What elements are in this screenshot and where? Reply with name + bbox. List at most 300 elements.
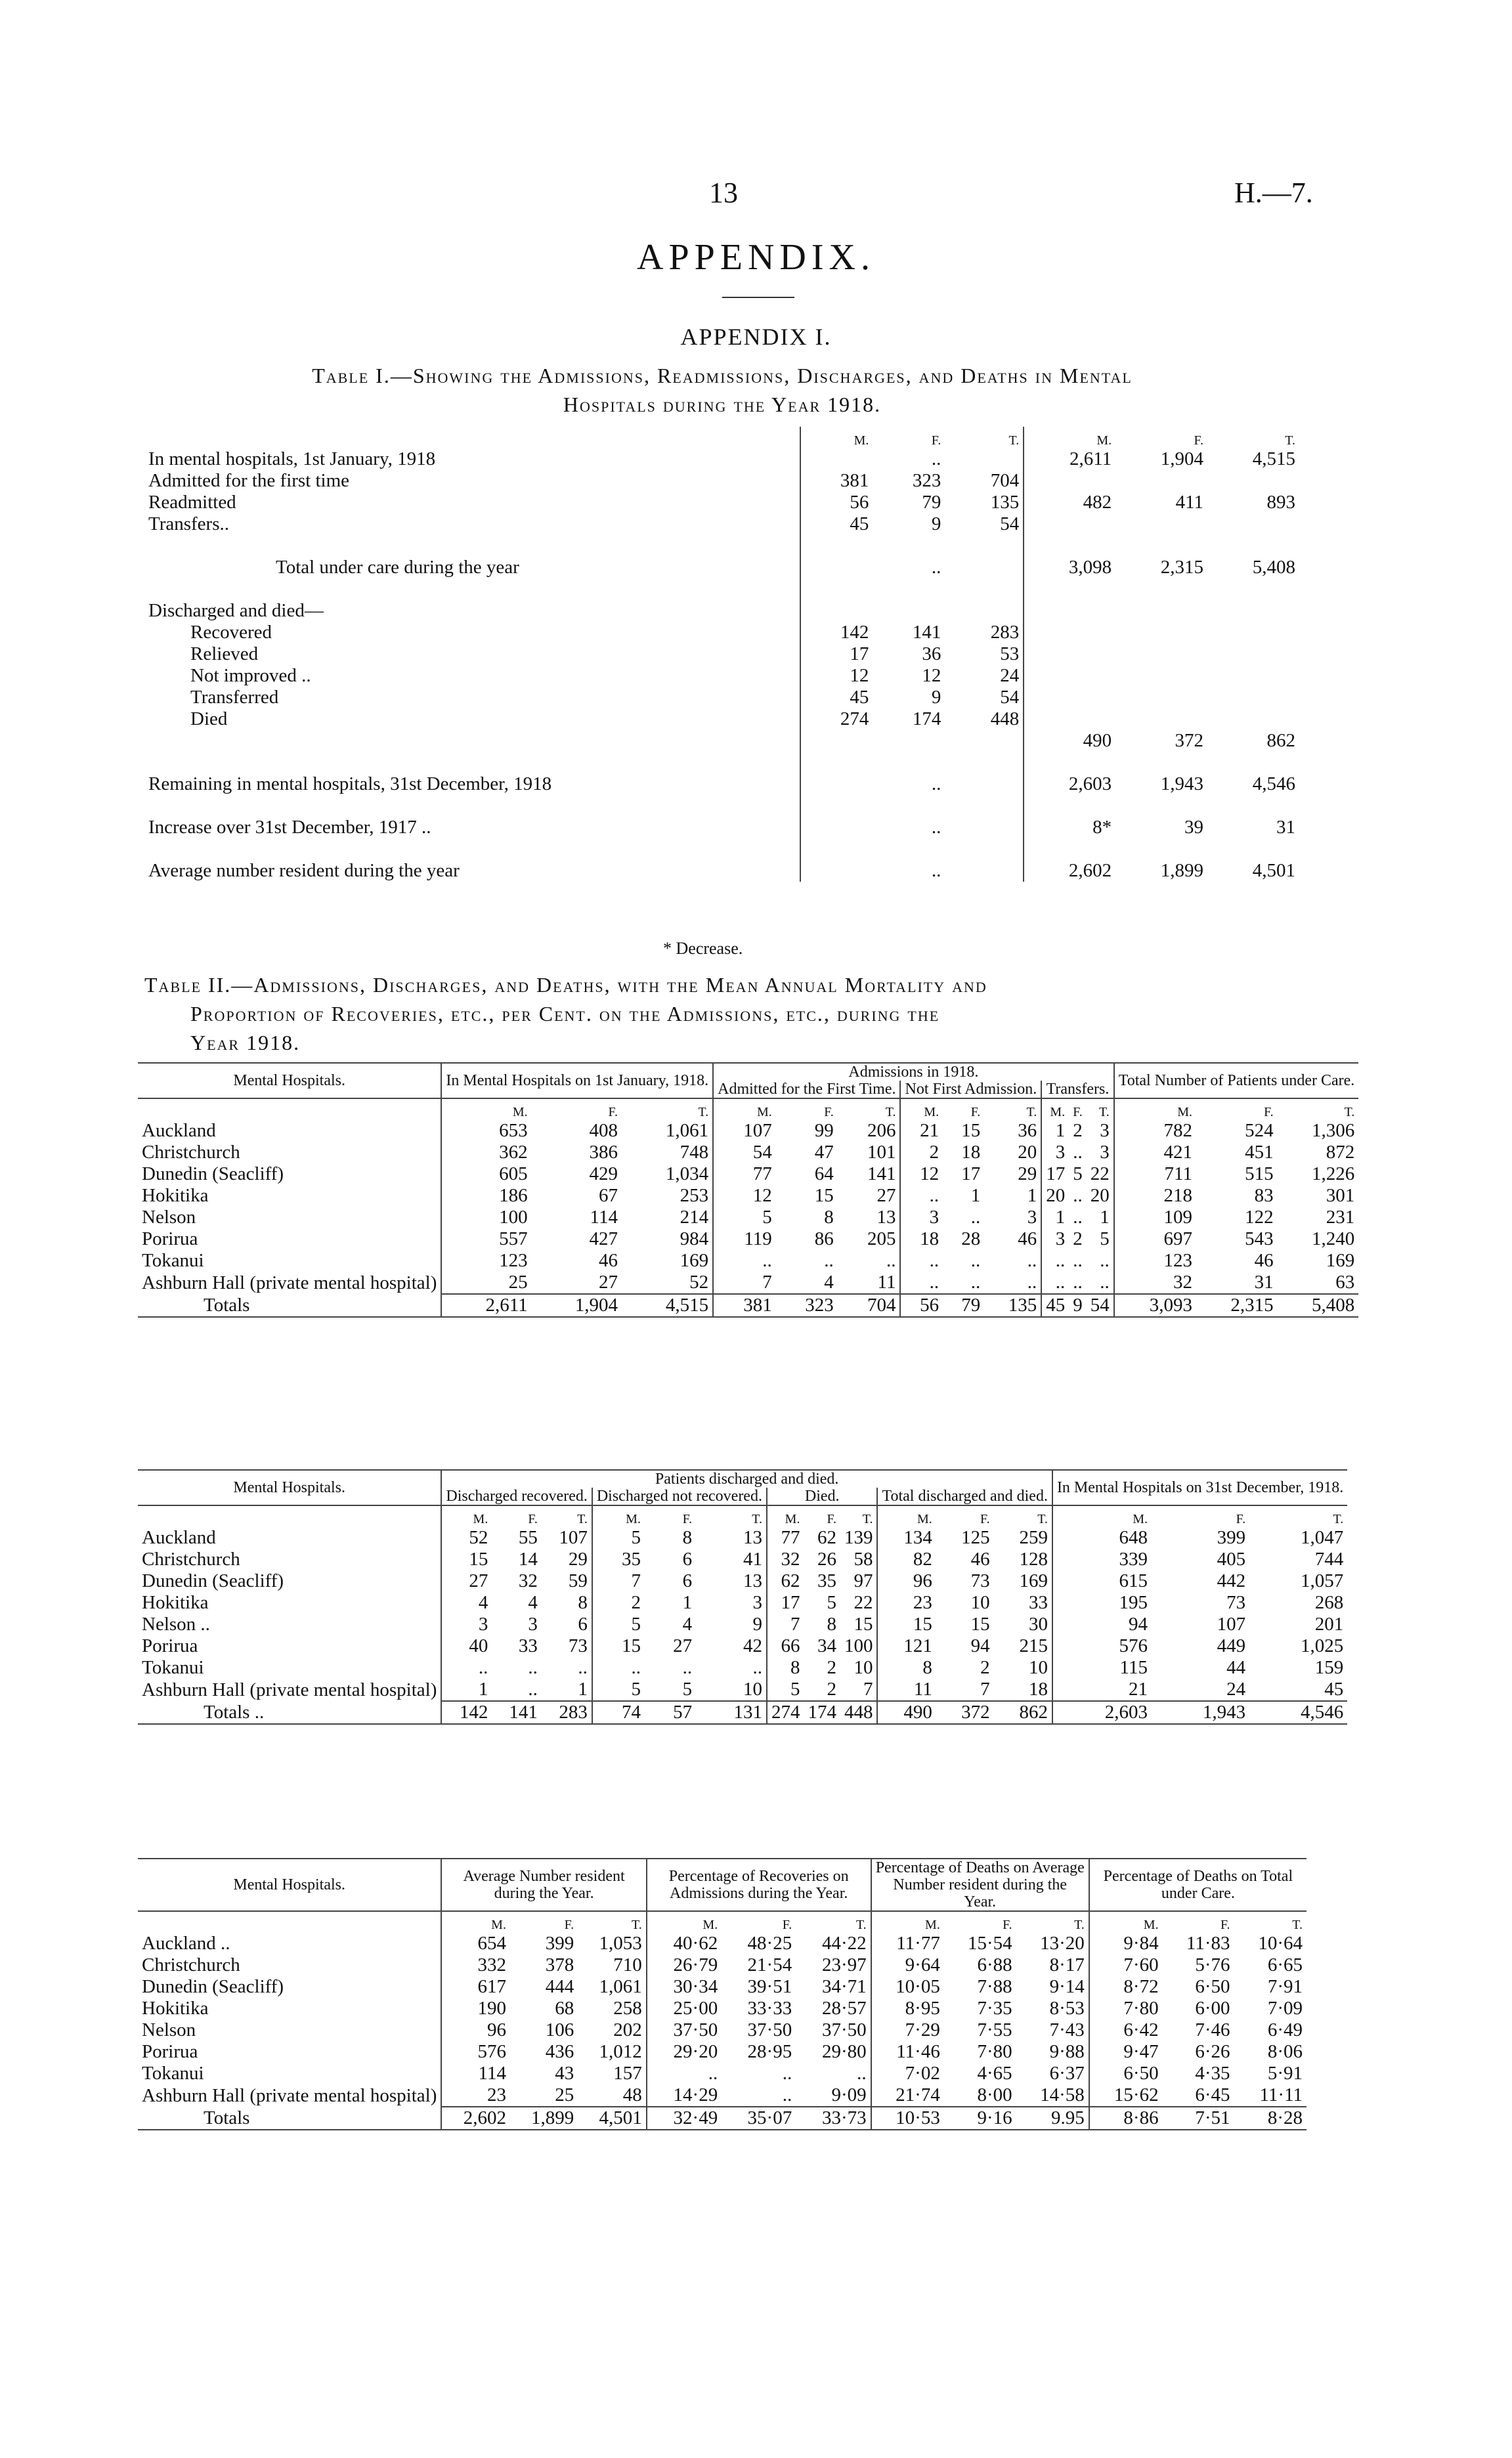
t2b-body-cell: 8 xyxy=(827,1614,836,1635)
t1-cell-b: 1,899 xyxy=(1160,860,1204,881)
t2b-body-cell: 35 xyxy=(817,1570,836,1591)
t2a-body-row xyxy=(138,1163,1358,1185)
t2a-body-cell: 872 xyxy=(1326,1142,1355,1163)
t2c-body-cell: 7·55 xyxy=(977,2019,1012,2040)
t2b-body-cell: 125 xyxy=(961,1527,990,1548)
t2b-body-cell: 82 xyxy=(877,1549,936,1570)
t2a-body-cell: 15 xyxy=(961,1120,981,1141)
t2b-body-cell: 115 xyxy=(1052,1657,1152,1679)
t2b-body-cell: 97 xyxy=(853,1570,873,1591)
t1-cell-a xyxy=(800,795,873,838)
t2a-body-cell: 421 xyxy=(1114,1142,1196,1163)
t2b-col-total: Total discharged and died. xyxy=(877,1488,1052,1505)
t2b-body-mft: F. xyxy=(528,1512,538,1526)
t2c-body-cell: 21·54 xyxy=(747,1954,792,1975)
t2b-body-cell: 7 xyxy=(980,1679,990,1700)
t2a-body-cell: 86 xyxy=(814,1228,834,1249)
table1 xyxy=(144,427,1300,882)
t2a-body-cell: 1,226 xyxy=(1312,1163,1355,1184)
t2c-body-cell: .. xyxy=(857,2063,867,2084)
t1-header-3: M. xyxy=(1024,427,1115,448)
t2b-body-cell: 59 xyxy=(568,1570,588,1591)
t2c-body-totals-row xyxy=(138,2107,1307,2130)
t2b-body-cell: 27 xyxy=(673,1635,693,1656)
t1-row xyxy=(144,752,1299,795)
t2a-body-cell: 605 xyxy=(441,1163,531,1185)
t1-row-label: Remaining in mental hospitals, 31st December, 1918 xyxy=(148,773,552,794)
t2b-body-cell: 10 xyxy=(743,1679,762,1700)
t2c-body-cell: 114 xyxy=(441,2063,510,2084)
t2b-body-cell: 7 xyxy=(863,1679,873,1700)
t2b-body-cell: .. xyxy=(528,1657,538,1678)
t2c-body-cell: 7·88 xyxy=(977,1976,1012,1997)
table2-caption-line2: Proportion of Recoveries, etc., per Cent. on the Admissions, etc., during the xyxy=(190,1002,940,1025)
t2a-body-mft: T. xyxy=(885,1105,896,1119)
t1-cell-b xyxy=(1207,513,1299,535)
t2b-body-mft: T. xyxy=(1333,1512,1344,1526)
t2b-body-cell: 3 xyxy=(752,1592,762,1613)
t2b-body-cell: 442 xyxy=(1217,1570,1246,1591)
t1-row xyxy=(144,535,1299,578)
t2a-body-hospital-name: Christchurch xyxy=(142,1142,240,1163)
t2a-body-cell: 107 xyxy=(713,1120,776,1142)
t2c-body-cell: 6·00 xyxy=(1195,1998,1230,2019)
t2c-body-cell: 7·60 xyxy=(1089,1954,1163,1976)
t1-row-label: Discharged and died— xyxy=(148,600,324,621)
t2c-body-cell: 7·80 xyxy=(1089,1998,1163,2019)
t2a-body-cell: 1,240 xyxy=(1312,1228,1355,1249)
t2a-body-cell: 100 xyxy=(441,1207,531,1228)
t2b-body-cell: 73 xyxy=(568,1635,588,1656)
t2b-body-row xyxy=(138,1614,1347,1635)
t2b-body-mft: T. xyxy=(1037,1512,1048,1526)
t1-cell-b: 411 xyxy=(1175,492,1204,513)
t2a-body-cell: 543 xyxy=(1245,1228,1274,1249)
t2a-body-cell: 301 xyxy=(1326,1185,1355,1206)
t2c-body-cell: 9·14 xyxy=(1049,1976,1085,1997)
t2b-body-cell: 10 xyxy=(1028,1657,1048,1678)
t1-cell-a: 274 xyxy=(800,708,873,730)
table2-caption-line1: Table II.—Admissions, Discharges, and Deaths, with the Mean Annual Mortality and xyxy=(144,973,987,997)
t1-cell-b: 2,603 xyxy=(1024,752,1115,795)
t2a-body-cell: 1 xyxy=(1100,1207,1110,1228)
t2c-body-cell: 11·77 xyxy=(871,1933,944,1954)
table1-body xyxy=(144,427,1299,882)
t2b-body-cell: 121 xyxy=(877,1635,936,1657)
t1-cell-a: 12 xyxy=(922,665,941,686)
t2b-body-cell: 30 xyxy=(1028,1614,1048,1635)
t2a-body-cell: 218 xyxy=(1114,1185,1196,1207)
t2c-body-cell: 4·35 xyxy=(1195,2063,1230,2084)
t2b-col-dec: In Mental Hospitals on 31st December, 1918. xyxy=(1052,1470,1347,1505)
t1-row-label: Admitted for the first time xyxy=(148,470,350,491)
t1-cell-b xyxy=(1024,708,1115,730)
t2c-body-mft-spacer xyxy=(138,1911,441,1933)
t2a-body-cell: .. xyxy=(900,1272,943,1294)
t2c-body-total-cell: 8·28 xyxy=(1234,2107,1307,2130)
t2a-body-cell: .. xyxy=(1073,1272,1083,1293)
t1-cell-a: 24 xyxy=(1000,665,1020,686)
t2b-body-cell: 10 xyxy=(853,1657,873,1678)
t2b-body-cell: 15 xyxy=(441,1549,492,1570)
t2b-body-hospital-name: Ashburn Hall (private mental hospital) xyxy=(142,1679,437,1700)
t2c-body-hospital-name: Auckland .. xyxy=(142,1933,230,1954)
t1-cell-b xyxy=(1207,665,1299,687)
t2c-body-mft: M. xyxy=(647,1911,722,1933)
t2c-body-total-cell: 33·73 xyxy=(796,2107,871,2130)
t2c-body-cell: 33·33 xyxy=(747,1998,792,2019)
t1-row xyxy=(144,470,1299,492)
t2b-body-cell: 15 xyxy=(592,1635,645,1657)
t2a-body-cell: 524 xyxy=(1245,1120,1274,1141)
t1-cell-a: 45 xyxy=(800,513,873,535)
t2c-body-cell: 654 xyxy=(441,1933,510,1954)
t2b-body-cell: 169 xyxy=(1019,1570,1048,1591)
t2a-col-jan: In Mental Hospitals on 1st January, 1918. xyxy=(441,1063,713,1098)
t2b-body-cell: 24 xyxy=(1226,1679,1246,1700)
t2c-body-cell: 617 xyxy=(441,1976,510,1998)
t1-header-2: T. xyxy=(1008,433,1020,448)
t2c-body-cell: 25·00 xyxy=(647,1998,722,2019)
t2b-body-mft: F. xyxy=(1236,1512,1246,1526)
t2a-col-hospitals: Mental Hospitals. xyxy=(233,1072,346,1089)
t2b-body-cell: 2 xyxy=(827,1657,836,1678)
t2c-col-recov: Percentage of Recoveries on Admissions during the Year. xyxy=(647,1859,871,1911)
t2a-body-mft-row xyxy=(138,1098,1358,1120)
t2b-body-row xyxy=(138,1527,1347,1549)
t2c-body-cell: 157 xyxy=(613,2063,642,2084)
t2c-body-cell: 6·50 xyxy=(1089,2063,1163,2084)
t2b-body-cell: 33 xyxy=(518,1635,538,1656)
t2b-body-mft: M. xyxy=(592,1505,645,1527)
t2b-body-cell: 259 xyxy=(1019,1527,1048,1548)
t2b-body-cell: .. xyxy=(682,1657,693,1678)
t1-row-label: Not improved .. xyxy=(190,665,311,686)
t2a-body-total-cell: 4,515 xyxy=(622,1294,713,1317)
t2b-body-total-cell: 862 xyxy=(994,1701,1052,1724)
t2c-body-cell: 7·80 xyxy=(977,2041,1012,2062)
t1-row xyxy=(144,838,1299,882)
t1-cell-b: 4,515 xyxy=(1252,448,1295,469)
t2c-body-cell: 444 xyxy=(545,1976,574,1997)
t2b-body-cell: 9 xyxy=(752,1614,762,1635)
t1-cell-a: 54 xyxy=(1000,513,1020,534)
t2b-body-cell: 26 xyxy=(817,1549,836,1570)
t1-cell-b xyxy=(1207,687,1299,708)
t2b-body-row xyxy=(138,1549,1347,1570)
t2a-body-cell: 408 xyxy=(589,1120,618,1141)
t1-cell-a: 53 xyxy=(1000,643,1020,664)
table1-caption xyxy=(144,361,1300,419)
t2c-body-hospital-name: Christchurch xyxy=(142,1954,240,1975)
t1-row xyxy=(144,730,1299,752)
t2c-body-cell: 6·50 xyxy=(1195,1976,1230,1997)
t2a-body-total-cell: 135 xyxy=(984,1294,1041,1317)
t2a-body-cell: .. xyxy=(900,1185,943,1207)
t2c-body-cell: 7·35 xyxy=(977,1998,1012,2019)
t1-cell-a: 45 xyxy=(800,687,873,708)
t2a-body-row xyxy=(138,1120,1358,1142)
t1-cell-a: 704 xyxy=(990,470,1020,491)
t2a-body-cell: 2 xyxy=(1073,1228,1083,1249)
t1-header-5: T. xyxy=(1285,433,1295,448)
t2b-body-row xyxy=(138,1635,1347,1657)
t1-row xyxy=(144,448,1299,470)
t2a-body-total-cell: 381 xyxy=(713,1294,776,1317)
t2b-body-cell: 42 xyxy=(743,1635,762,1656)
t2b-body-cell: .. xyxy=(578,1657,588,1678)
t2c-body-cell: 37·50 xyxy=(822,2019,867,2040)
t2c-body-cell: 23 xyxy=(441,2084,510,2107)
t2a-body-cell: .. xyxy=(1100,1272,1110,1293)
t2a-body-cell: 114 xyxy=(590,1207,618,1228)
t2a-body-cell: .. xyxy=(1100,1250,1110,1271)
t2c-body-cell: 378 xyxy=(545,1954,574,1975)
t2b-body-cell: 7 xyxy=(592,1570,645,1592)
t1-cell-a: 12 xyxy=(800,665,873,687)
t1-row-label: Readmitted xyxy=(148,492,236,513)
table1-caption-line2: Hospitals during the Year 1918. xyxy=(563,393,882,416)
t1-cell-a: 79 xyxy=(922,492,941,513)
t2b-body-cell: 744 xyxy=(1314,1549,1344,1570)
t2a-body-mft: T. xyxy=(1026,1105,1037,1119)
t2a-body-cell: 205 xyxy=(867,1228,896,1249)
t2a-body-cell: .. xyxy=(1027,1272,1037,1293)
t2a-body-cell: 123 xyxy=(441,1250,531,1272)
t2c-body-cell: 21·74 xyxy=(871,2084,944,2107)
t2a-body-row xyxy=(138,1272,1358,1294)
t2a-body-cell: 3 xyxy=(1100,1120,1110,1141)
t1-cell-b xyxy=(1207,622,1299,643)
t2b-body-cell: 107 xyxy=(1217,1614,1246,1635)
t2c-body-mft: T. xyxy=(1292,1918,1303,1932)
t1-cell-a: 283 xyxy=(990,622,1020,643)
t2a-body-cell: 3 xyxy=(1041,1142,1069,1163)
t2a-body-cell: 5 xyxy=(1100,1228,1110,1249)
t2c-body-cell: 15·62 xyxy=(1089,2084,1163,2107)
table2-percentages xyxy=(138,1858,1307,2130)
t2c-body-cell: 399 xyxy=(545,1933,574,1954)
t2b-body-cell: 32 xyxy=(767,1549,804,1570)
t2c-body-cell: 6·65 xyxy=(1267,1954,1303,1975)
t2b-body-cell: .. xyxy=(592,1657,645,1679)
t1-cell-b: 2,602 xyxy=(1024,838,1115,882)
t2b-body-cell: 27 xyxy=(441,1570,492,1592)
t1-cell-b xyxy=(1207,578,1299,622)
t2b-body-total-cell: 142 xyxy=(441,1701,492,1724)
t2c-body-cell: 11·11 xyxy=(1259,2084,1303,2105)
t2b-body-cell: 8 xyxy=(877,1657,936,1679)
t2a-body-mft: M. xyxy=(1114,1098,1196,1120)
t2b-body-cell: 6 xyxy=(682,1570,693,1591)
t2c-body-cell: 106 xyxy=(545,2019,574,2040)
t1-cell-a: .. xyxy=(931,773,941,794)
t2c-body-cell: 14·58 xyxy=(1040,2084,1085,2105)
t2b-body-cell: 268 xyxy=(1314,1592,1344,1613)
t2c-body-cell: 11·46 xyxy=(871,2041,944,2063)
t1-row-label: Recovered xyxy=(190,622,272,643)
t2c-body-cell: 8·72 xyxy=(1089,1976,1163,1998)
t2c-body-cell: 332 xyxy=(441,1954,510,1976)
t2a-col-transfers: Transfers. xyxy=(1041,1081,1114,1098)
t2b-body-cell: 1,025 xyxy=(1300,1635,1344,1656)
t2b-body-cell: 5 xyxy=(592,1527,645,1549)
t2c-body-cell: 6·45 xyxy=(1195,2084,1230,2105)
t1-cell-a xyxy=(945,752,1024,795)
t2b-body-total-cell: 372 xyxy=(936,1701,994,1724)
t2a-body-cell: 21 xyxy=(900,1120,943,1142)
t2b-body-cell: 2 xyxy=(980,1657,990,1678)
t2b-body-total-cell: 4,546 xyxy=(1249,1701,1347,1724)
t2a-body-cell: 46 xyxy=(1018,1228,1037,1249)
t2a-body-cell: 3 xyxy=(1041,1228,1069,1250)
t2b-body-total-cell: 174 xyxy=(804,1701,840,1724)
t2a-body-cell: 253 xyxy=(680,1185,709,1206)
t2c-body-cell: 1,012 xyxy=(599,2041,642,2062)
t1-cell-a: 135 xyxy=(990,492,1020,513)
t2a-body-cell: 5 xyxy=(713,1207,776,1228)
t2c-body-mft: F. xyxy=(1003,1918,1012,1932)
t1-cell-a xyxy=(800,752,873,795)
t2b-body-cell: 23 xyxy=(877,1592,936,1614)
t2a-body-cell: 101 xyxy=(867,1142,896,1163)
t2b-body-mft: F. xyxy=(682,1512,693,1526)
t2a-body-cell: 3 xyxy=(1100,1142,1110,1163)
t2a-body-cell: 17 xyxy=(961,1163,981,1184)
t2b-body-cell: 10 xyxy=(970,1592,990,1613)
t2a-body-cell: 123 xyxy=(1114,1250,1196,1272)
t2a-body-total-cell: 56 xyxy=(900,1294,943,1317)
t2a-body-cell: .. xyxy=(1041,1250,1069,1272)
t2a-body-cell: 64 xyxy=(814,1163,834,1184)
t2b-body-cell: 5 xyxy=(682,1679,693,1700)
t2a-body-cell: .. xyxy=(824,1250,834,1271)
t2b-body-cell: 339 xyxy=(1052,1549,1152,1570)
t1-cell-a: 323 xyxy=(912,470,941,491)
t2b-body-cell: 44 xyxy=(1226,1657,1246,1678)
t2a-body-cell: 46 xyxy=(598,1250,618,1271)
t2c-body-cell: 190 xyxy=(441,1998,510,2019)
t2c-body-cell: .. xyxy=(782,2063,792,2084)
t2c-body-cell: 7·43 xyxy=(1049,2019,1085,2040)
t2a-body-cell: .. xyxy=(886,1250,896,1271)
t2a-body-cell: 77 xyxy=(713,1163,776,1185)
t2b-body-total-cell: 448 xyxy=(840,1701,878,1724)
t1-row xyxy=(144,578,1299,622)
t1-cell-b: 862 xyxy=(1266,730,1295,751)
t2c-body-row xyxy=(138,1976,1307,1998)
t2a-body-cell: .. xyxy=(900,1250,943,1272)
t2b-body-cell: .. xyxy=(441,1657,492,1679)
t1-row xyxy=(144,643,1299,665)
t1-header-4: F. xyxy=(1194,433,1204,448)
t2a-body-cell: .. xyxy=(1041,1272,1069,1294)
t2b-body-mft: M. xyxy=(441,1505,492,1527)
t2c-col-hospitals: Mental Hospitals. xyxy=(233,1876,346,1893)
t2a-body-cell: 25 xyxy=(441,1272,531,1294)
t2c-body-row xyxy=(138,2084,1307,2107)
t2a-body-cell: 427 xyxy=(589,1228,618,1249)
t2c-body-cell: 40·62 xyxy=(647,1933,722,1954)
t2a-body-cell: 451 xyxy=(1245,1142,1274,1163)
t2b-body-cell: 21 xyxy=(1052,1679,1152,1701)
t1-cell-a xyxy=(800,578,873,622)
t2a-body-mft: F. xyxy=(1264,1105,1274,1119)
t2c-body-cell: 7·91 xyxy=(1267,1976,1303,1997)
t2b-body-cell: 2 xyxy=(592,1592,645,1614)
t2a-body-cell: 186 xyxy=(441,1185,531,1207)
t2b-body-cell: .. xyxy=(752,1657,762,1678)
t2a-body-total-cell: 2,611 xyxy=(441,1294,531,1317)
t2a-body-total-cell: 79 xyxy=(943,1294,984,1317)
t2c-body-cell: 7·29 xyxy=(871,2019,944,2041)
t1-row-label: Average number resident during the year xyxy=(148,860,460,881)
t2b-body-cell: 33 xyxy=(1028,1592,1048,1613)
t2a-body-cell: 748 xyxy=(680,1142,709,1163)
t2c-body-cell: 10·05 xyxy=(871,1976,944,1998)
t2b-body-cell: .. xyxy=(528,1679,538,1700)
t2c-body-mft: M. xyxy=(1089,1911,1163,1933)
t2a-body-cell: 12 xyxy=(713,1185,776,1207)
t1-cell-a xyxy=(945,838,1024,882)
t2b-body-cell: 40 xyxy=(441,1635,492,1657)
t2a-col-admissions: Admissions in 1918. xyxy=(713,1063,1114,1081)
t2a-body-cell: 169 xyxy=(680,1250,709,1271)
t2c-body-row xyxy=(138,2019,1307,2041)
t1-cell-a: .. xyxy=(931,557,941,578)
t2c-body-cell: 8·53 xyxy=(1049,1998,1085,2019)
t2a-body-cell: 653 xyxy=(441,1120,531,1142)
t2c-body-cell: 15·54 xyxy=(967,1933,1012,1954)
t2c-body-cell: 13·20 xyxy=(1040,1933,1085,1954)
t2b-body-cell: 159 xyxy=(1314,1657,1344,1678)
t2a-body-total-cell: 45 xyxy=(1041,1294,1069,1317)
t2b-body-hospital-name: Hokitika xyxy=(142,1592,209,1613)
t2a-body-cell: 17 xyxy=(1041,1163,1069,1185)
t2a-body-cell: 54 xyxy=(713,1142,776,1163)
t2b-body-total-cell: 74 xyxy=(592,1701,645,1724)
t1-row xyxy=(144,622,1299,643)
page-number: 13 xyxy=(709,177,738,209)
t2c-body-hospital-name: Dunedin (Seacliff) xyxy=(142,1976,284,1997)
t2b-body-mft: F. xyxy=(827,1512,836,1526)
t2b-body-cell: 576 xyxy=(1052,1635,1152,1657)
t2a-body-cell: .. xyxy=(1073,1142,1083,1163)
t1-cell-b: 1,943 xyxy=(1160,773,1204,794)
t2a-body-cell: 5 xyxy=(1073,1163,1083,1184)
t2a-body-cell: 20 xyxy=(1041,1185,1069,1207)
t1-cell-b: 490 xyxy=(1024,730,1115,752)
t2c-body-cell: 48·25 xyxy=(747,1933,792,1954)
t2b-body-cell: 6 xyxy=(578,1614,588,1635)
t2a-body-hospital-name: Ashburn Hall (private mental hospital) xyxy=(142,1272,437,1293)
t1-row xyxy=(144,665,1299,687)
t2c-body-total-cell: 9·16 xyxy=(944,2107,1016,2130)
t1-cell-b: 893 xyxy=(1266,492,1295,513)
t2b-body-mft: M. xyxy=(767,1505,804,1527)
t2b-col-died: Died. xyxy=(767,1488,878,1505)
t2a-body-cell: 782 xyxy=(1114,1120,1196,1142)
t2c-body-mft: F. xyxy=(782,1918,792,1932)
t2a-body-mft: T. xyxy=(698,1105,709,1119)
t2a-body-cell: 3 xyxy=(900,1207,943,1228)
t2b-col-group: Patients discharged and died. xyxy=(441,1470,1052,1488)
t2b-body-total-cell: 131 xyxy=(696,1701,767,1724)
t2a-body-cell: 36 xyxy=(1018,1120,1037,1141)
t2c-body-cell: 29·20 xyxy=(647,2041,722,2063)
t2a-body-cell: .. xyxy=(970,1207,981,1228)
table1-footnote: * Decrease. xyxy=(663,939,743,958)
